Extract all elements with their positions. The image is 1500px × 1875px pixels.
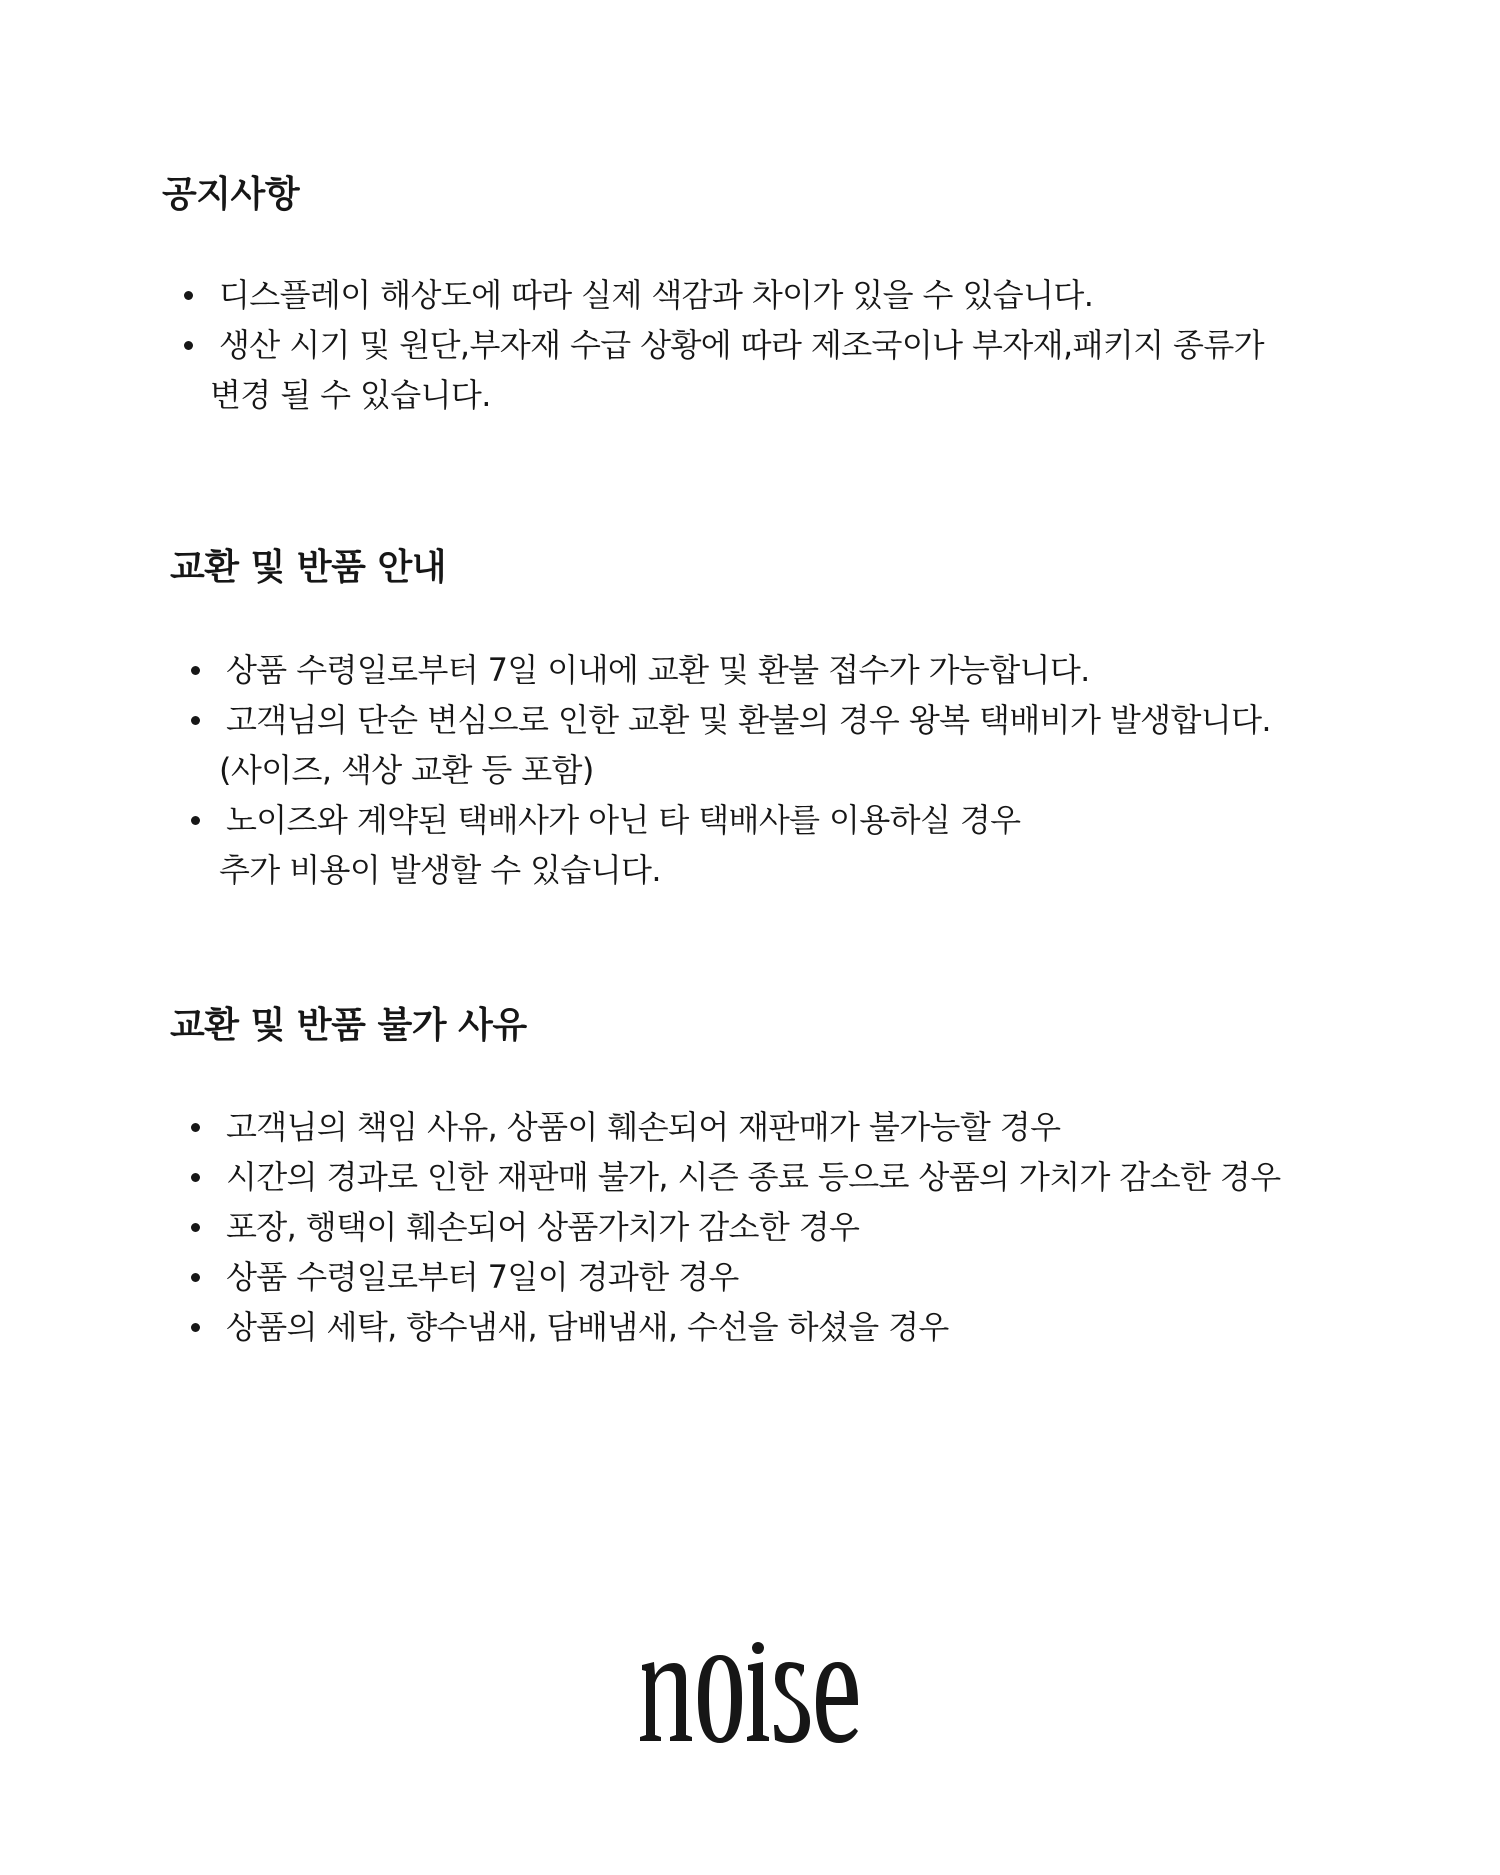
list-item [191,1152,1281,1202]
list-item-text: 노이즈와 계약된 택배사가 아닌 타 택배사를 이용하실 경우 [226,801,1021,839]
bullet-dot-icon [191,1123,200,1132]
list-item-text: 디스플레이 해상도에 따라 실제 색감과 차이가 있을 수 있습니다. [219,276,1094,314]
list-item-text: 고객님의 책임 사유, 상품이 훼손되어 재판매가 불가능할 경우 [226,1108,1061,1146]
list-item [191,645,1271,695]
exchange-return-guide-list [191,645,1271,895]
bullet-dot-icon [191,816,200,825]
list-item [191,1202,1281,1252]
noise-logo-icon [640,1635,870,1745]
notice-title: 공지사항 [162,174,300,215]
list-item-text: 생산 시기 및 원단,부자재 수급 상황에 따라 제조국이나 부자재,패키지 종류가 [219,326,1264,364]
list-item-text-continued: 추가 비용이 발생할 수 있습니다. [219,851,661,889]
brand-logo [640,1635,870,1745]
list-item [184,270,1264,320]
list-item-text: 상품의 세탁, 향수냄새, 담배냄새, 수선을 하셨을 경우 [226,1308,949,1346]
list-item-text-continued: 변경 될 수 있습니다. [210,376,491,414]
list-item-text: 시간의 경과로 인한 재판매 불가, 시즌 종료 등으로 상품의 가치가 감소한 경우 [226,1158,1281,1196]
list-item-text: 포장, 행택이 훼손되어 상품가치가 감소한 경우 [226,1208,860,1246]
non-returnable-reasons-title: 교환 및 반품 불가 사유 [170,1005,527,1046]
list-item-text: 상품 수령일로부터 7일이 경과한 경우 [226,1258,739,1296]
list-item-text-continued: (사이즈, 색상 교환 등 포함) [219,751,594,789]
bullet-dot-icon [191,1323,200,1332]
notice-list [184,270,1264,420]
bullet-dot-icon [191,1273,200,1282]
list-item [191,1102,1281,1152]
list-item [191,1252,1281,1302]
bullet-dot-icon [191,1173,200,1182]
list-item [191,1302,1281,1352]
list-item [184,320,1264,420]
bullet-dot-icon [191,716,200,725]
list-item-text: 고객님의 단순 변심으로 인한 교환 및 환불의 경우 왕복 택배비가 발생합니다. [226,701,1271,739]
list-item [191,695,1271,795]
list-item [191,795,1271,895]
bullet-dot-icon [184,341,193,350]
bullet-dot-icon [184,291,193,300]
bullet-dot-icon [191,1223,200,1232]
exchange-return-guide-title: 교환 및 반품 안내 [170,547,447,588]
bullet-dot-icon [191,666,200,675]
list-item-text: 상품 수령일로부터 7일 이내에 교환 및 환불 접수가 가능합니다. [226,651,1090,689]
non-returnable-reasons-list [191,1102,1281,1352]
